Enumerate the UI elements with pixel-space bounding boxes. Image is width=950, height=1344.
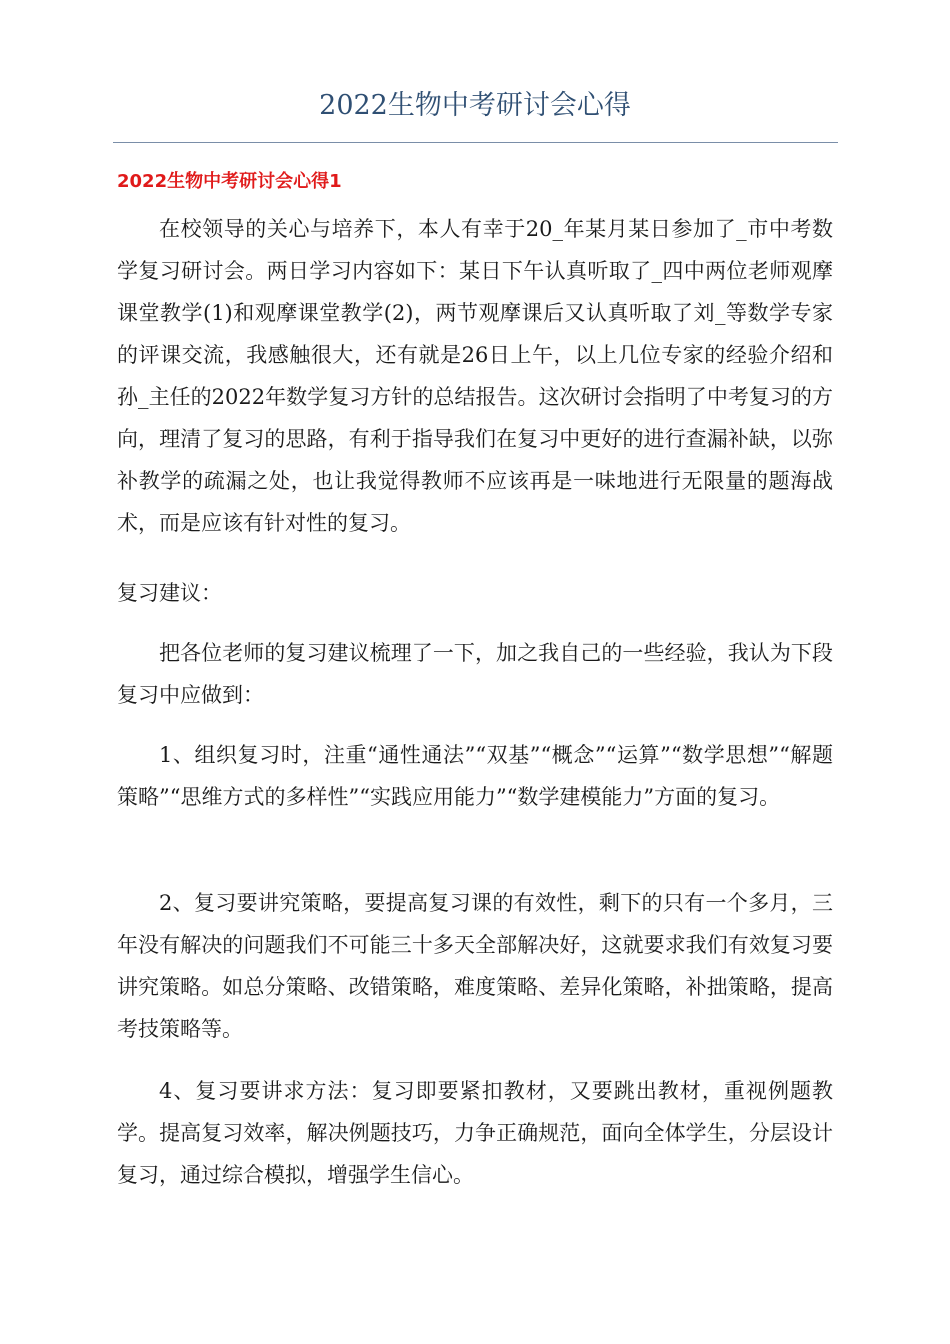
paragraph-point-2: 2、复习要讲究策略，要提高复习课的有效性，剩下的只有一个多月，三年没有解决的问题我们不可能三十多天全部解决好，这就要求我们有效复习要讲究策略。如总分策略、改错策略，难度策略、差异化策略，补拙策略，提高考技策略等。 <box>117 891 833 1041</box>
paragraph-intro: 在校领导的关心与培养下，本人有幸于20_年某月某日参加了_市中考数学复习研讨会。两日学习内容如下：某日下午认真听取了_四中两位老师观摩课堂教学(1)和观摩课堂教学(2)，两节观摩课后又认真听取了刘_等数学专家的评课交流，我感触很大，还有就是26日上午，以上几位专家的经验介绍和孙_主任的2022年数学复习方针的总结报告。这次研讨会指明了中考复习的方向，理清了复习的思路，有利于指导我们在复习中更好的进行查漏补缺，以弥补教学的疏漏之处，也让我觉得教师不应该再是一味地进行无限量的题海战术，而是应该有针对性的复习。 <box>117 217 833 535</box>
paragraph-point-4: 4、复习要讲求方法：复习即要紧扣教材，又要跳出教材，重视例题教学。提高复习效率，解决例题技巧，力争正确规范，面向全体学生，分层设计复习，通过综合模拟，增强学生信心。 <box>117 1079 833 1187</box>
section-heading: 2022生物中考研讨会心得1 <box>117 171 342 192</box>
document-title: 2022生物中考研讨会心得 <box>319 90 631 121</box>
paragraph-summary: 把各位老师的复习建议梳理了一下，加之我自己的一些经验，我认为下段复习中应做到： <box>117 641 833 707</box>
paragraph-point-1: 1、组织复习时，注重“通性通法”“双基”“概念”“运算”“数学思想”“解题策略”“思维方式的多样性”“实践应用能力”“数学建模能力”方面的复习。 <box>117 743 833 809</box>
paragraph-review-suggestions-label: 复习建议： <box>117 581 222 605</box>
title-divider <box>113 142 838 143</box>
